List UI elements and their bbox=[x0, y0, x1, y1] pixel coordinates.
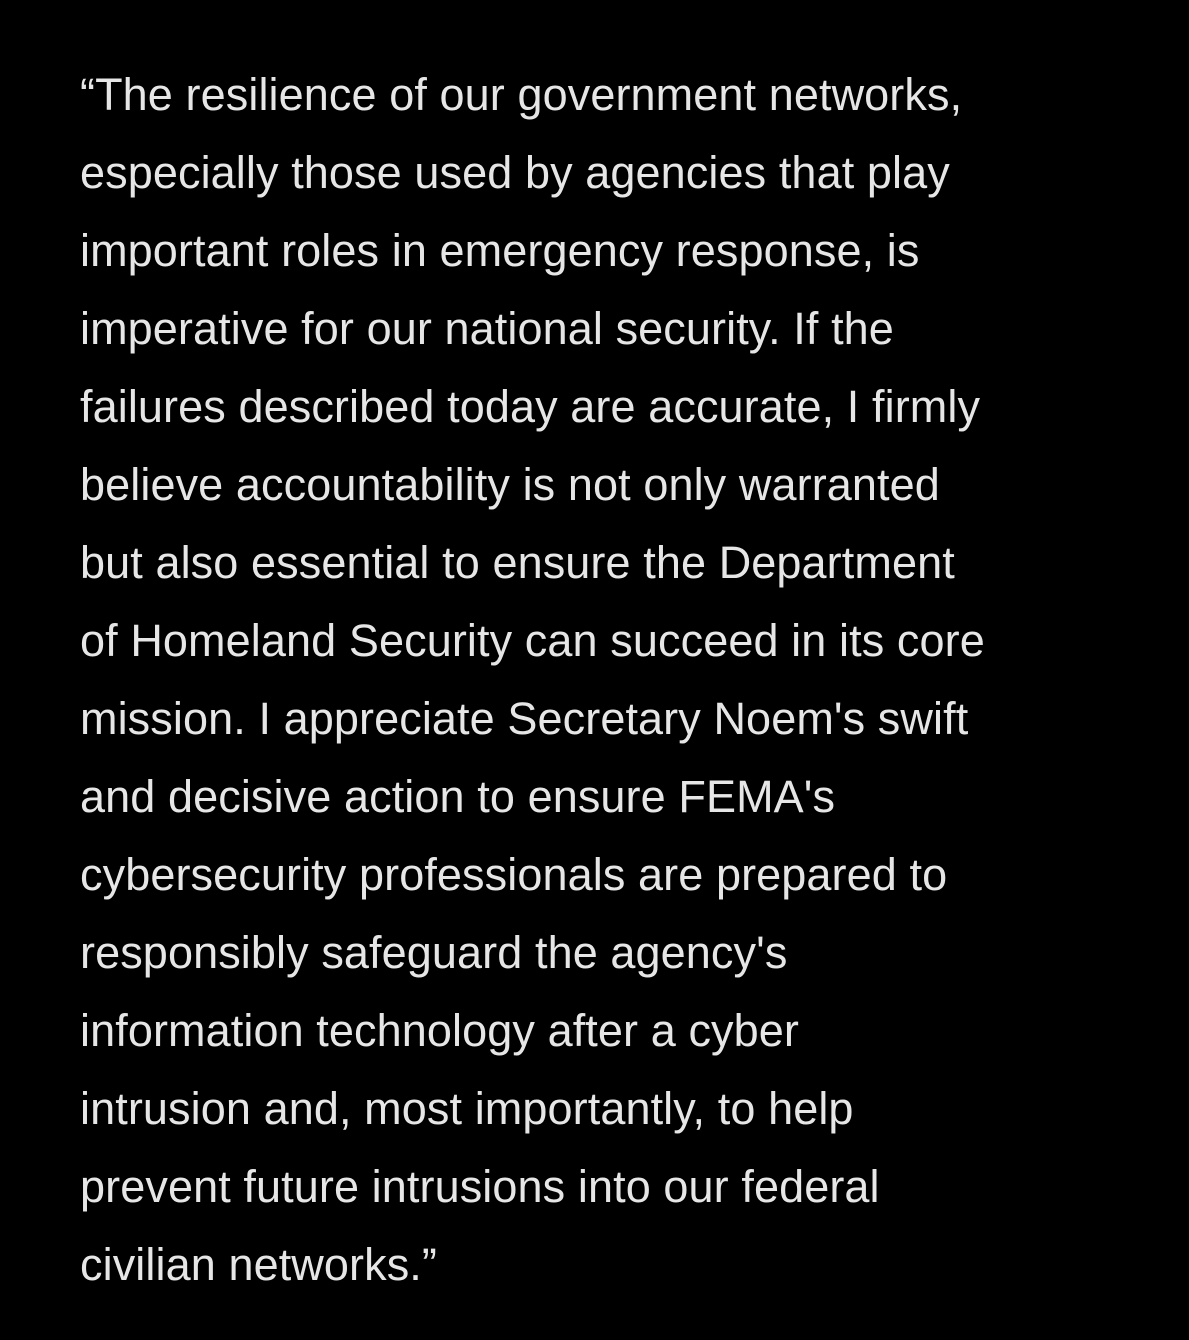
quote-line-4: imperative for our national security. If the bbox=[80, 303, 894, 354]
quote-line-10: and decisive action to ensure FEMA's bbox=[80, 771, 836, 822]
quote-line-11: cybersecurity professionals are prepared to bbox=[80, 849, 948, 900]
quote-line-2: especially those used by agencies that play bbox=[80, 147, 950, 198]
quote-line-8: of Homeland Security can succeed in its core bbox=[80, 615, 985, 666]
quote-line-14: intrusion and, most importantly, to help bbox=[80, 1083, 854, 1134]
quote-line-13: information technology after a cyber bbox=[80, 1005, 799, 1056]
quote-line-6: believe accountability is not only warranted bbox=[80, 459, 940, 510]
quote-line-9: mission. I appreciate Secretary Noem's swift bbox=[80, 693, 969, 744]
quote-line-1: “The resilience of our government networks, bbox=[80, 69, 963, 120]
quote-line-3: important roles in emergency response, is bbox=[80, 225, 920, 276]
quote-line-7: but also essential to ensure the Department bbox=[80, 537, 955, 588]
quote-line-16: civilian networks.” bbox=[80, 1239, 437, 1290]
quote-line-5: failures described today are accurate, I firmly bbox=[80, 381, 981, 432]
quote-text-block bbox=[80, 56, 1160, 1304]
quote-line-12: responsibly safeguard the agency's bbox=[80, 927, 788, 978]
quote-line-15: prevent future intrusions into our federal bbox=[80, 1161, 880, 1212]
